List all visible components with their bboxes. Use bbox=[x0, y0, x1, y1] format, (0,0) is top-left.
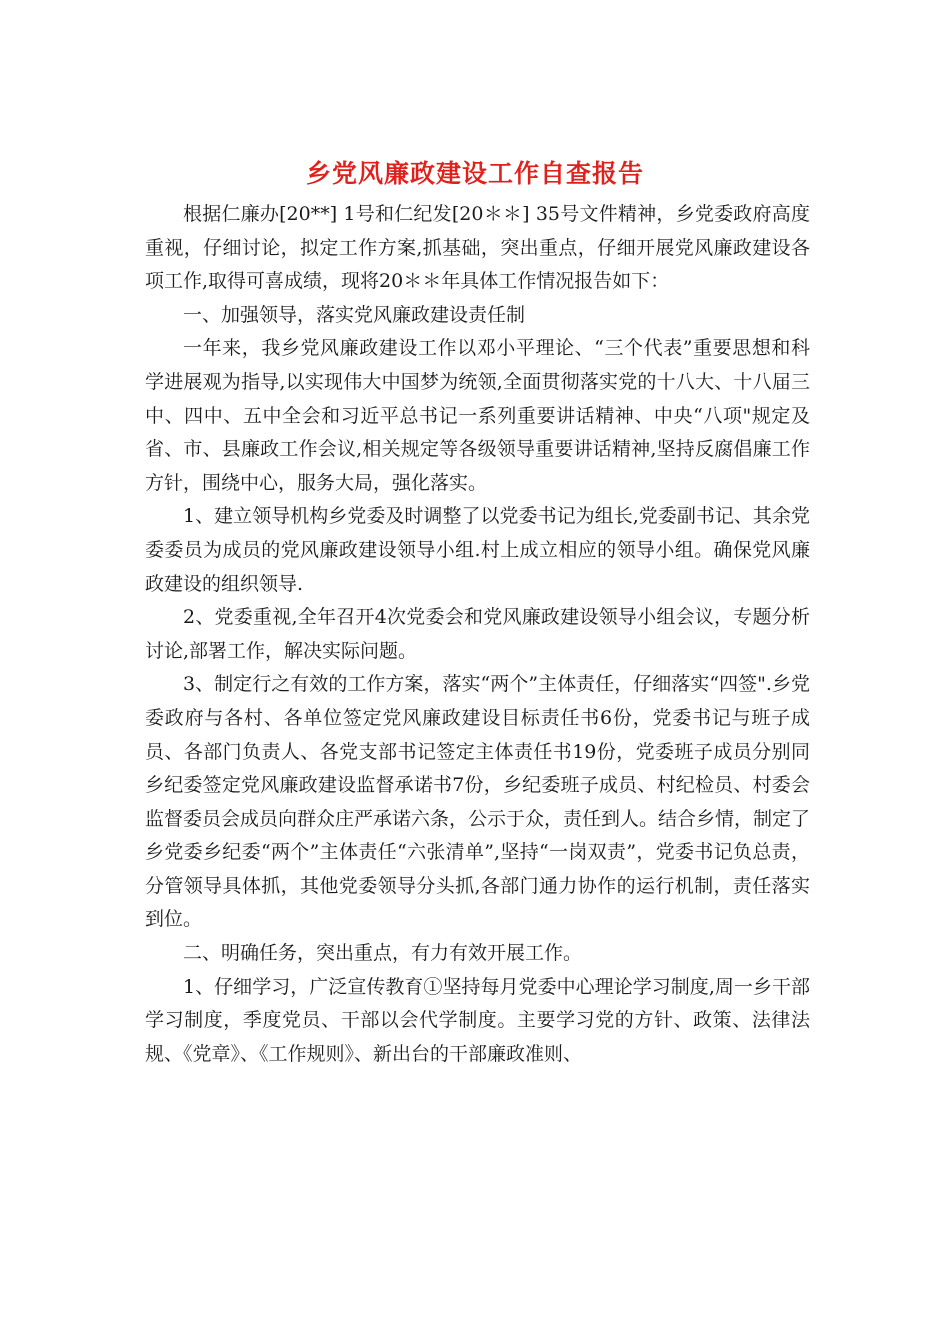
paragraph: 1、建立领导机构乡党委及时调整了以党委书记为组长,党委副书记、其余党委委员为成员的党风廉政建设领导小组.村上成立相应的领导小组。确保党风廉政建设的组织领导. bbox=[145, 505, 810, 595]
section-heading-2: 二、明确任务，突出重点，有力有效开展工作。 bbox=[183, 942, 583, 965]
intro-paragraph: 根据仁廉办[20**] 1号和仁纪发[20＊＊] 35号文件精神，乡党委政府高度重视，仔细讨论，拟定工作方案,抓基础，突出重点，仔细开展党风廉政建设各项工作,取得可喜成绩，现将20＊＊年具体工作情况报告如下： bbox=[145, 203, 810, 293]
section-heading-1: 一、加强领导，落实党风廉政建设责任制 bbox=[183, 303, 526, 326]
paragraph: 3、制定行之有效的工作方案，落实“两个”主体责任，仔细落实“四签".乡党委政府与各村、各单位签定党风廉政建设目标责任书6份，党委书记与班子成员、各部门负责人、各党支部书记签定主体责任书19份，党委班子成员分别同乡纪委签定党风廉政建设监督承诺书7份，乡纪委班子成员、村纪检员、村委会监督委员会成员向群众庄严承诺六条，公示于众，责任到人。结合乡情，制定了乡党委乡纪委“两个”主体责任“六张清单”,坚持“一岗双责”，党委书记负总责，分管领导具体抓，其他党委领导分头抓,各部门通力协作的运行机制，责任落实到位。 bbox=[145, 673, 811, 931]
paragraph: 1、仔细学习，广泛宣传教育①坚持每月党委中心理论学习制度,周一乡干部学习制度，季度党员、干部以会代学制度。主要学习党的方针、政策、法律法规、《党章》、《工作规则》、新出台的干部廉政准则、 bbox=[145, 975, 810, 1065]
document-title: 乡党风廉政建设工作自查报告 bbox=[305, 159, 644, 188]
paragraph: 一年来，我乡党风廉政建设工作以邓小平理论、“三个代表”重要思想和科学进展观为指导,以实现伟大中国梦为统领,全面贯彻落实党的十八大、十八届三中、四中、五中全会和习近平总书记一系列重要讲话精神、中央“八项"规定及省、市、县廉政工作会议,相关规定等各级领导重要讲话精神,坚持反腐倡廉工作方针，围绕中心，服务大局，强化落实。 bbox=[145, 337, 810, 494]
paragraph: 2、党委重视,全年召开4次党委会和党风廉政建设领导小组会议，专题分析讨论,部署工作，解决实际问题。 bbox=[145, 606, 810, 662]
document-body bbox=[145, 198, 810, 1071]
